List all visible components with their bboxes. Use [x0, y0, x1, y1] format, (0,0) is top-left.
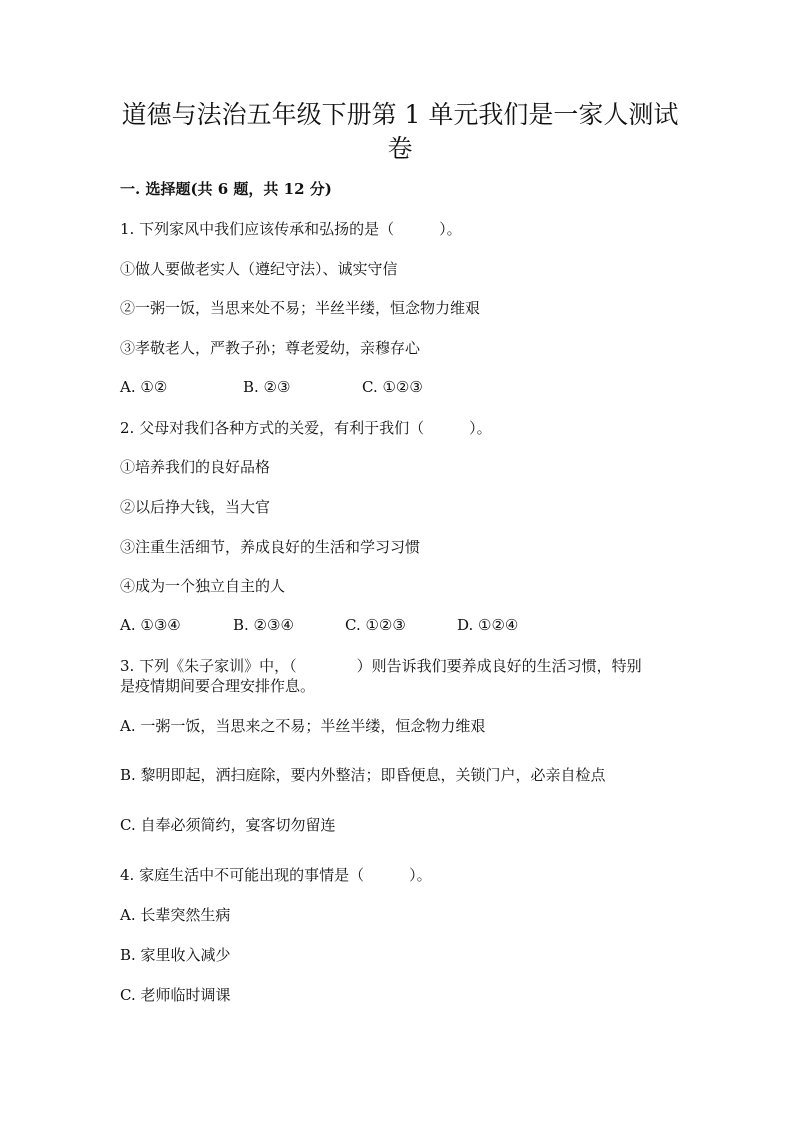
- question-3-stem-line-2: 是疫情期间要合理安排作息。: [120, 677, 316, 695]
- question-2-item-3: ③注重生活细节，养成良好的生活和学习习惯: [120, 538, 421, 556]
- question-2-stem: 2. 父母对我们各种方式的关爱，有利于我们（ ）。: [120, 419, 492, 437]
- question-3-option-a: A. 一粥一饭，当思来之不易；半丝半缕，恒念物力维艰: [120, 717, 486, 735]
- question-4-option-a: A. 长辈突然生病: [120, 906, 231, 924]
- question-4-option-c: C. 老师临时调课: [120, 986, 231, 1004]
- question-2-item-1: ①培养我们的良好品格: [120, 458, 271, 476]
- question-2-option-a: A. ①③④: [120, 616, 181, 634]
- question-1-item-2: ②一粥一饭，当思来处不易；半丝半缕，恒念物力维艰: [120, 299, 481, 317]
- question-1-option-a: A. ①②: [120, 378, 168, 396]
- question-3-option-c: C. 自奉必须简约，宴客切勿留连: [120, 816, 336, 834]
- question-2-item-4: ④成为一个独立自主的人: [120, 577, 286, 595]
- question-2-option-b: B. ②③④: [233, 616, 294, 634]
- question-4-stem: 4. 家庭生活中不可能出现的事情是（ ）。: [120, 866, 432, 884]
- page-title: [110, 98, 690, 166]
- question-2-item-2: ②以后挣大钱，当大官: [120, 498, 271, 516]
- question-1-item-1: ①做人要做老实人（遵纪守法）、诚实守信: [120, 260, 398, 278]
- question-3-option-b: B. 黎明即起，洒扫庭除，要内外整洁；即昏便息，关锁门户，必亲自检点: [120, 766, 606, 784]
- title-line-1: 道德与法治五年级下册第 1 单元我们是一家人测试: [121, 100, 679, 129]
- question-1-option-b: B. ②③: [243, 378, 291, 396]
- question-2-option-c: C. ①②③: [345, 616, 406, 634]
- question-1-item-3: ③孝敬老人，严教子孙；尊老爱幼，亲穆存心: [120, 339, 421, 357]
- question-1-option-c: C. ①②③: [362, 378, 423, 396]
- question-1-stem: 1. 下列家风中我们应该传承和弘扬的是（ ）。: [120, 220, 462, 238]
- question-4-option-b: B. 家里收入减少: [120, 946, 231, 964]
- question-2-option-d: D. ①②④: [457, 616, 519, 634]
- section-heading: 一. 选择题(共 6 题，共 12 分): [120, 180, 332, 198]
- question-3-stem-line-1: 3. 下列《朱子家训》中，（ ）则告诉我们要养成良好的生活习惯，特别: [120, 657, 642, 675]
- title-line-2: 卷: [387, 134, 413, 163]
